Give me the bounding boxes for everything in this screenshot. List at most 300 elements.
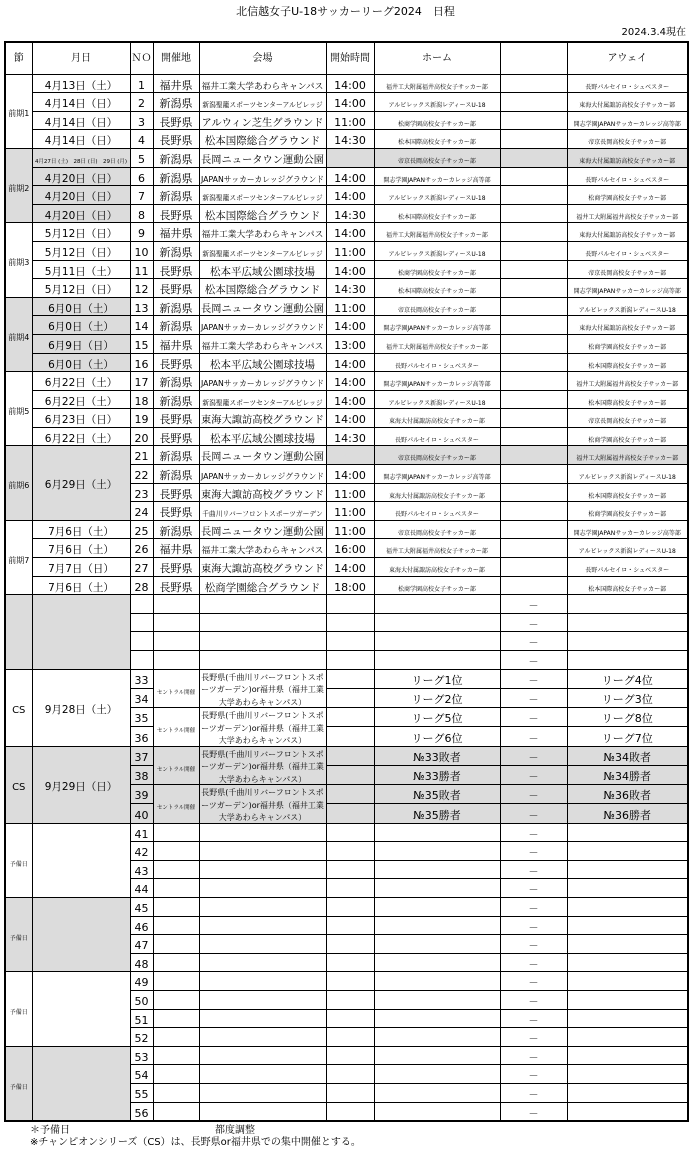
home-team-text: 開志学園JAPANサッカーカレッジ高等部 xyxy=(383,474,491,482)
match-no-cell xyxy=(130,167,153,186)
vs-cell xyxy=(500,539,567,558)
match-no-text: 9 xyxy=(138,227,145,241)
start-time-cell xyxy=(326,576,374,595)
prefecture-cell xyxy=(153,842,199,861)
match-no-cell xyxy=(130,260,153,279)
venue-cell xyxy=(199,390,326,409)
prefecture-cell xyxy=(153,860,199,879)
vs-cell xyxy=(500,842,567,861)
table-row xyxy=(5,595,688,614)
date-text: 9月28日（土） xyxy=(44,703,118,716)
vs-cell xyxy=(500,334,567,353)
vs-text: － xyxy=(528,922,539,934)
section-cell xyxy=(5,520,32,594)
match-no-cell xyxy=(130,953,153,972)
vs-text: － xyxy=(528,885,539,897)
home-team-cell xyxy=(374,111,500,130)
table-row xyxy=(5,260,688,279)
home-team-cell xyxy=(374,93,500,112)
match-no-cell xyxy=(130,669,153,688)
home-team-text: 松本国際高校女子サッカー部 xyxy=(398,288,476,296)
match-no-text: 48 xyxy=(134,957,149,971)
vs-cell xyxy=(500,765,567,784)
vs-cell xyxy=(500,483,567,502)
venue-cell xyxy=(199,111,326,130)
prefecture-cell xyxy=(153,186,199,205)
start-time-text: 14:30 xyxy=(334,431,366,445)
match-no-text: 8 xyxy=(138,208,145,222)
vs-text: － xyxy=(528,904,539,915)
vs-cell xyxy=(500,1102,567,1121)
away-team-cell xyxy=(567,483,688,502)
prefecture-text: セントラル開催 xyxy=(156,805,196,812)
match-no-cell xyxy=(130,804,153,823)
away-team-cell xyxy=(567,446,688,465)
venue-cell xyxy=(199,879,326,898)
match-no-cell xyxy=(130,595,153,614)
home-team-cell xyxy=(374,409,500,428)
away-team-cell xyxy=(567,785,688,804)
home-team-cell xyxy=(374,688,500,707)
home-team-cell xyxy=(374,1102,500,1121)
footer-note-reserve-value: 都度調整 xyxy=(215,1125,255,1137)
table-row xyxy=(5,148,688,167)
footer-notes xyxy=(30,1125,687,1149)
table-row xyxy=(5,823,688,842)
venue-text: 新潟聖籠スポーツセンターアルビレッジ xyxy=(202,249,323,258)
match-no-text: 23 xyxy=(134,487,149,501)
away-team-cell xyxy=(567,353,688,372)
match-no-text: 13 xyxy=(134,301,149,315)
away-team-cell xyxy=(567,130,688,149)
home-team-cell xyxy=(374,823,500,842)
away-team-text: アルビレックス新潟レディースU-18 xyxy=(578,474,676,482)
home-team-cell xyxy=(374,539,500,558)
venue-cell xyxy=(199,916,326,935)
match-no-cell xyxy=(130,130,153,149)
prefecture-text: 福井県 xyxy=(159,338,193,352)
home-team-text: 長野パルセイロ・シュベスター xyxy=(395,511,479,519)
start-time-text: 11:00 xyxy=(334,301,366,315)
start-time-text: 14:00 xyxy=(334,469,366,483)
home-team-cell xyxy=(374,727,500,746)
vs-cell xyxy=(500,823,567,842)
match-no-text: 55 xyxy=(134,1087,149,1101)
prefecture-cell xyxy=(153,427,199,446)
venue-text: 松本平広域公園球技場 xyxy=(210,432,315,445)
vs-cell xyxy=(500,204,567,223)
away-team-cell xyxy=(567,465,688,484)
home-team-cell xyxy=(374,804,500,823)
prefecture-text: 長野県 xyxy=(159,134,193,148)
away-team-cell xyxy=(567,669,688,688)
away-team-cell xyxy=(567,1028,688,1047)
home-team-cell xyxy=(374,651,500,670)
away-team-cell xyxy=(567,990,688,1009)
prefecture-text: 新潟県 xyxy=(159,450,193,464)
away-team-text: №34敗者 xyxy=(603,750,651,764)
prefecture-text: 新潟県 xyxy=(159,171,193,185)
vs-cell xyxy=(500,390,567,409)
home-team-text: 松本国際高校女子サッカー部 xyxy=(398,213,476,221)
away-team-cell xyxy=(567,241,688,260)
away-team-cell xyxy=(567,879,688,898)
prefecture-cell xyxy=(153,1065,199,1084)
home-team-text: リーグ6位 xyxy=(411,731,463,745)
venue-cell xyxy=(199,898,326,917)
venue-text: 長岡ニュータウン運動公園 xyxy=(200,451,324,464)
prefecture-cell xyxy=(153,879,199,898)
away-team-text: 東海大付属諏訪高校女子サッカー部 xyxy=(579,157,676,165)
prefecture-cell xyxy=(153,316,199,335)
match-no-cell xyxy=(130,520,153,539)
home-team-cell xyxy=(374,148,500,167)
start-time-cell xyxy=(326,427,374,446)
away-team-cell xyxy=(567,1009,688,1028)
prefecture-cell xyxy=(153,746,199,785)
away-team-cell xyxy=(567,427,688,446)
prefecture-cell xyxy=(153,539,199,558)
match-no-cell xyxy=(130,204,153,223)
match-no-text: 38 xyxy=(134,770,149,784)
vs-cell xyxy=(500,898,567,917)
vs-cell xyxy=(500,916,567,935)
vs-cell xyxy=(500,860,567,879)
date-text: 4月20日（日） xyxy=(44,191,118,204)
vs-cell xyxy=(500,727,567,746)
venue-text: 長岡ニュータウン運動公園 xyxy=(200,302,324,315)
vs-cell xyxy=(500,708,567,727)
section-cell xyxy=(5,669,32,746)
match-no-text: 50 xyxy=(134,994,149,1008)
match-no-cell xyxy=(130,990,153,1009)
section-cell xyxy=(5,746,32,823)
prefecture-cell xyxy=(153,204,199,223)
venue-text: 長岡ニュータウン運動公園 xyxy=(200,153,324,166)
start-time-text: 14:00 xyxy=(334,78,366,92)
venue-text: 松本国際総合グラウンド xyxy=(204,209,321,222)
venue-cell xyxy=(199,1046,326,1065)
start-time-cell xyxy=(326,279,374,298)
match-no-text: 45 xyxy=(134,902,149,915)
match-no-text: 3 xyxy=(138,115,145,129)
venue-cell xyxy=(199,576,326,595)
date-cell xyxy=(32,167,130,186)
venue-cell xyxy=(199,1102,326,1121)
away-team-text: №34勝者 xyxy=(603,770,651,784)
venue-cell xyxy=(199,446,326,465)
start-time-text: 14:00 xyxy=(334,264,366,278)
date-cell xyxy=(32,576,130,595)
vs-text: － xyxy=(528,733,539,745)
home-team-cell xyxy=(374,746,500,765)
home-team-cell xyxy=(374,558,500,577)
prefecture-cell xyxy=(153,353,199,372)
away-team-cell xyxy=(567,520,688,539)
venue-cell xyxy=(199,167,326,186)
prefecture-cell xyxy=(153,990,199,1009)
home-team-cell xyxy=(374,372,500,391)
home-team-cell xyxy=(374,1009,500,1028)
away-team-cell xyxy=(567,708,688,727)
start-time-cell xyxy=(326,990,374,1009)
away-team-cell xyxy=(567,204,688,223)
home-team-cell xyxy=(374,576,500,595)
vs-cell xyxy=(500,241,567,260)
header-away: アウェイ xyxy=(567,42,688,74)
start-time-cell xyxy=(326,1028,374,1047)
match-no-cell xyxy=(130,613,153,632)
home-team-text: 東海大付属諏訪高校女子サッカー部 xyxy=(389,567,485,575)
start-time-cell xyxy=(326,935,374,954)
start-time-cell xyxy=(326,613,374,632)
as-of-date: 2024.3.4現在 xyxy=(621,27,686,38)
venue-cell xyxy=(199,860,326,879)
start-time-text: 11:00 xyxy=(334,524,366,538)
home-team-cell xyxy=(374,632,500,651)
venue-text: 千曲川リバーフロントスポーツガーデン xyxy=(202,510,323,519)
away-team-cell xyxy=(567,1102,688,1121)
match-no-cell xyxy=(130,390,153,409)
table-row xyxy=(5,223,688,242)
date-cell xyxy=(32,669,130,746)
section-text: 前期6 xyxy=(8,481,30,491)
start-time-cell xyxy=(326,520,374,539)
start-time-cell xyxy=(326,1102,374,1121)
vs-cell xyxy=(500,446,567,465)
home-team-cell xyxy=(374,708,500,727)
prefecture-text: 新潟県 xyxy=(159,469,193,483)
date-text: 4月13日（土） xyxy=(44,79,118,92)
footer-note-reserve-label: ＊予備日 xyxy=(30,1125,70,1137)
date-text: 7月6日（土） xyxy=(48,544,114,557)
venue-cell xyxy=(199,1065,326,1084)
prefecture-cell xyxy=(153,558,199,577)
venue-text: 長野県(千曲川リバーフロントスポーツガーデン)or福井県（福井工業大学あわらキャンパス） xyxy=(201,749,324,784)
vs-cell xyxy=(500,93,567,112)
home-team-cell xyxy=(374,785,500,804)
vs-text: － xyxy=(528,657,539,669)
start-time-cell xyxy=(326,688,374,707)
match-no-cell xyxy=(130,1083,153,1102)
away-team-text: 松本国際高校女子サッカー部 xyxy=(588,399,667,407)
date-cell xyxy=(32,223,130,242)
home-team-text: 開志学園JAPANサッカーカレッジ高等部 xyxy=(383,325,491,333)
vs-text: － xyxy=(528,772,539,784)
home-team-cell xyxy=(374,427,500,446)
match-no-text: 36 xyxy=(134,731,149,745)
start-time-cell xyxy=(326,804,374,823)
match-no-text: 16 xyxy=(134,357,149,371)
vs-cell xyxy=(500,576,567,595)
prefecture-cell xyxy=(153,651,199,670)
away-team-text: 福井工大附属福井高校女子サッカー部 xyxy=(576,213,679,221)
start-time-cell xyxy=(326,316,374,335)
match-no-text: 43 xyxy=(134,864,149,878)
section-text: 予備日 xyxy=(9,934,28,942)
start-time-cell xyxy=(326,93,374,112)
vs-cell xyxy=(500,688,567,707)
section-text: 予備日 xyxy=(9,1009,28,1017)
away-team-text: 長野パルセイロ・シュベスター xyxy=(585,250,670,258)
home-team-text: №35敗者 xyxy=(413,789,461,803)
start-time-text: 14:00 xyxy=(334,562,366,576)
away-team-cell xyxy=(567,558,688,577)
match-no-text: 52 xyxy=(134,1032,149,1046)
date-cell xyxy=(32,595,130,669)
start-time-text: 11:00 xyxy=(334,115,366,129)
venue-cell xyxy=(199,465,326,484)
start-time-cell xyxy=(326,223,374,242)
vs-text: － xyxy=(528,1034,539,1046)
table-row xyxy=(5,241,688,260)
table-row xyxy=(5,74,688,93)
match-no-cell xyxy=(130,746,153,765)
match-no-text: 6 xyxy=(138,171,145,185)
away-team-text: 長野パルセイロ・シュベスター xyxy=(585,176,670,184)
date-cell xyxy=(32,746,130,823)
start-time-cell xyxy=(326,1046,374,1065)
venue-cell xyxy=(199,669,326,708)
vs-cell xyxy=(500,130,567,149)
away-team-cell xyxy=(567,1065,688,1084)
venue-cell xyxy=(199,186,326,205)
section-text: 前期4 xyxy=(8,332,30,342)
vs-text: － xyxy=(528,619,539,631)
section-cell xyxy=(5,972,32,1046)
vs-cell xyxy=(500,1046,567,1065)
section-text: 前期3 xyxy=(8,258,30,268)
home-team-text: 松本国際高校女子サッカー部 xyxy=(398,139,476,147)
home-team-cell xyxy=(374,353,500,372)
table-row xyxy=(5,898,688,917)
table-row xyxy=(5,520,688,539)
vs-cell xyxy=(500,879,567,898)
match-no-cell xyxy=(130,860,153,879)
table-row xyxy=(5,409,688,428)
date-cell xyxy=(32,520,130,539)
vs-text: － xyxy=(528,752,539,764)
header-venue: 会場 xyxy=(199,42,326,74)
prefecture-cell xyxy=(153,898,199,917)
date-text: 4月20日（日） xyxy=(44,172,118,185)
vs-cell xyxy=(500,465,567,484)
match-no-text: 14 xyxy=(134,320,149,334)
venue-cell xyxy=(199,520,326,539)
match-no-text: 54 xyxy=(134,1069,149,1083)
date-cell xyxy=(32,823,130,897)
schedule-body xyxy=(5,74,688,1121)
prefecture-cell xyxy=(153,785,199,824)
away-team-text: 松商学園高校女子サッカー部 xyxy=(588,436,667,444)
venue-text: JAPANサッカーカレッジグラウンド xyxy=(201,379,324,389)
section-cell xyxy=(5,446,32,520)
prefecture-cell xyxy=(153,167,199,186)
vs-cell xyxy=(500,353,567,372)
home-team-text: アルビレックス新潟レディースU-18 xyxy=(388,250,486,258)
away-team-cell xyxy=(567,765,688,784)
venue-text: JAPANサッカーカレッジグラウンド xyxy=(201,174,324,184)
start-time-cell xyxy=(326,823,374,842)
venue-cell xyxy=(199,74,326,93)
section-cell xyxy=(5,297,32,371)
date-cell xyxy=(32,427,130,446)
match-no-cell xyxy=(130,186,153,205)
match-no-text: 17 xyxy=(134,376,149,390)
vs-text: － xyxy=(528,829,539,841)
prefecture-cell xyxy=(153,502,199,521)
home-team-cell xyxy=(374,860,500,879)
home-team-cell xyxy=(374,390,500,409)
match-no-text: 24 xyxy=(134,506,149,520)
match-no-text: 39 xyxy=(134,789,149,803)
vs-cell xyxy=(500,279,567,298)
table-row xyxy=(5,576,688,595)
prefecture-cell xyxy=(153,465,199,484)
start-time-cell xyxy=(326,539,374,558)
home-team-text: リーグ2位 xyxy=(411,693,463,707)
section-cell xyxy=(5,148,32,222)
start-time-cell xyxy=(326,746,374,765)
header-prefecture: 開催地 xyxy=(153,42,199,74)
venue-cell xyxy=(199,130,326,149)
vs-cell xyxy=(500,1009,567,1028)
vs-cell xyxy=(500,1083,567,1102)
table-row xyxy=(5,372,688,391)
venue-cell xyxy=(199,260,326,279)
away-team-text: 開志学園JAPANサッカーカレッジ高等部 xyxy=(573,288,681,296)
home-team-text: 帝京長岡高校女子サッカー部 xyxy=(398,157,476,165)
start-time-cell xyxy=(326,765,374,784)
home-team-cell xyxy=(374,916,500,935)
match-no-text: 53 xyxy=(134,1050,149,1064)
vs-cell xyxy=(500,186,567,205)
venue-cell xyxy=(199,1028,326,1047)
vs-text: － xyxy=(528,695,539,707)
vs-cell xyxy=(500,502,567,521)
vs-text: － xyxy=(528,601,539,613)
date-cell xyxy=(32,558,130,577)
match-no-text: 15 xyxy=(134,338,149,352)
match-no-cell xyxy=(130,651,153,670)
venue-cell xyxy=(199,372,326,391)
match-no-cell xyxy=(130,93,153,112)
date-text: 5月11日（土） xyxy=(44,265,118,278)
vs-cell xyxy=(500,804,567,823)
prefecture-cell xyxy=(153,1009,199,1028)
start-time-text: 14:00 xyxy=(334,171,366,185)
home-team-cell xyxy=(374,879,500,898)
prefecture-cell xyxy=(153,446,199,465)
match-no-cell xyxy=(130,148,153,167)
start-time-cell xyxy=(326,916,374,935)
match-no-text: 25 xyxy=(134,524,149,538)
match-no-cell xyxy=(130,916,153,935)
prefecture-text: 長野県 xyxy=(159,580,193,594)
venue-text: JAPANサッカーカレッジグラウンド xyxy=(201,472,324,482)
away-team-text: 長野パルセイロ・シュベスター xyxy=(585,567,670,575)
match-no-cell xyxy=(130,1102,153,1121)
away-team-cell xyxy=(567,260,688,279)
start-time-cell xyxy=(326,353,374,372)
venue-cell xyxy=(199,1009,326,1028)
vs-cell xyxy=(500,427,567,446)
match-no-cell xyxy=(130,823,153,842)
match-no-text: 44 xyxy=(134,883,149,897)
venue-text: JAPANサッカーカレッジグラウンド xyxy=(201,323,324,333)
away-team-cell xyxy=(567,898,688,917)
date-cell xyxy=(32,446,130,520)
